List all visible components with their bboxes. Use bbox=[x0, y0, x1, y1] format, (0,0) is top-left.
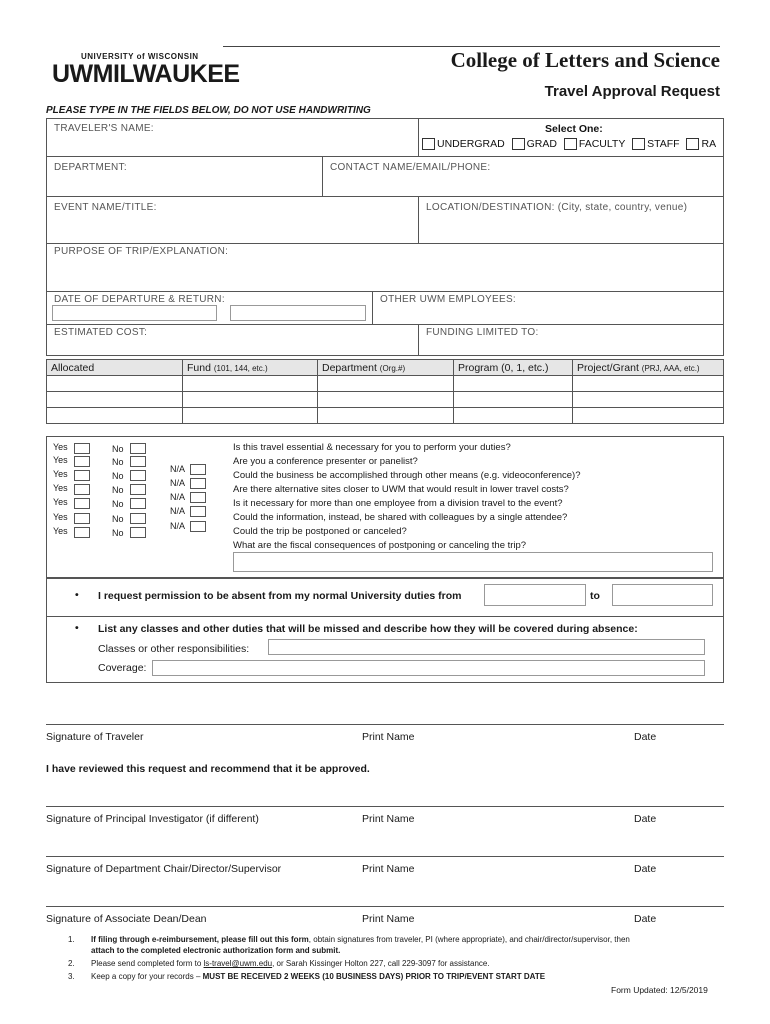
ra-label: RA bbox=[701, 138, 717, 150]
col-fund: Fund (101, 144, etc.) bbox=[183, 360, 318, 376]
table-row bbox=[47, 392, 724, 408]
col-project: Project/Grant (PRJ, AAA, etc.) bbox=[573, 360, 724, 376]
absence-from-input[interactable] bbox=[484, 584, 586, 606]
divider bbox=[418, 196, 419, 243]
no-checkbox[interactable] bbox=[130, 456, 146, 467]
question-text: Is it necessary for more than one employee from a division travel to the event? bbox=[233, 498, 563, 509]
yes-label: Yes bbox=[53, 455, 68, 465]
signature-line-chair[interactable] bbox=[46, 856, 724, 857]
na-checkbox[interactable] bbox=[190, 492, 206, 503]
coverage-label: Coverage: bbox=[98, 662, 147, 674]
question-text: Are you a conference presenter or panelist? bbox=[233, 456, 418, 467]
yes-label: Yes bbox=[53, 497, 68, 507]
grad-checkbox[interactable] bbox=[512, 138, 525, 150]
na-checkbox[interactable] bbox=[190, 506, 206, 517]
divider bbox=[418, 324, 419, 356]
note-2-number: 2. bbox=[68, 959, 75, 968]
no-checkbox[interactable] bbox=[130, 513, 146, 524]
na-label: N/A bbox=[170, 506, 186, 516]
no-checkbox[interactable] bbox=[130, 470, 146, 481]
bullet-icon: • bbox=[75, 589, 79, 601]
question-text: Are there alternative sites closer to UWM that would result in lower travel costs? bbox=[233, 484, 569, 495]
instruction-text: PLEASE TYPE IN THE FIELDS BELOW, DO NOT USE HANDWRITING bbox=[46, 105, 371, 116]
question-text: Could the business be accomplished through other means (e.g. videoconference)? bbox=[233, 470, 581, 481]
header-rule bbox=[223, 46, 720, 47]
faculty-checkbox[interactable] bbox=[564, 138, 577, 150]
purpose-label: PURPOSE OF TRIP/EXPLANATION: bbox=[54, 246, 229, 257]
no-checkbox[interactable] bbox=[130, 484, 146, 495]
divider bbox=[46, 291, 724, 292]
department-label: DEPARTMENT: bbox=[54, 162, 127, 173]
no-label: No bbox=[112, 471, 124, 481]
no-checkbox[interactable] bbox=[130, 443, 146, 454]
col-allocated: Allocated bbox=[47, 360, 183, 376]
question-text: Could the information, instead, be shared with colleagues by a single attendee? bbox=[233, 512, 568, 523]
col-department: Department (Org.#) bbox=[318, 360, 454, 376]
traveler-type-options bbox=[418, 138, 716, 150]
print-name-label: Print Name bbox=[362, 913, 415, 925]
no-label: No bbox=[112, 514, 124, 524]
bullet-icon: • bbox=[75, 622, 79, 634]
table-row bbox=[47, 376, 724, 392]
yes-checkbox[interactable] bbox=[74, 443, 90, 454]
traveler-signature-label: Signature of Traveler bbox=[46, 731, 144, 743]
note-3-text bbox=[91, 972, 545, 981]
funding-limited-label: FUNDING LIMITED TO: bbox=[426, 327, 539, 338]
yes-checkbox[interactable] bbox=[74, 527, 90, 538]
dean-signature-label: Signature of Associate Dean/Dean bbox=[46, 913, 207, 925]
note-1-text bbox=[91, 935, 721, 944]
note-1-line2: attach to the completed electronic authorization form and submit. bbox=[91, 946, 341, 955]
fiscal-consequences-input[interactable] bbox=[233, 552, 713, 572]
date-label: Date bbox=[634, 913, 657, 925]
funding-table bbox=[46, 359, 724, 424]
yes-checkbox[interactable] bbox=[74, 456, 90, 467]
signature-line-traveler[interactable] bbox=[46, 724, 724, 725]
undergrad-checkbox[interactable] bbox=[422, 138, 435, 150]
note-1-bold: If filing through e-reimbursement, please fill out this form bbox=[91, 935, 309, 944]
divider bbox=[322, 156, 323, 196]
print-name-label: Print Name bbox=[362, 863, 415, 875]
table-row bbox=[47, 408, 724, 424]
note-1-rest: , obtain signatures from traveler, PI (where appropriate), and chair/director/supervisor, then bbox=[308, 935, 630, 944]
form-updated-label: Form Updated: 12/5/2019 bbox=[611, 985, 708, 995]
na-label: N/A bbox=[170, 464, 186, 474]
dates-label: DATE OF DEPARTURE & RETURN: bbox=[54, 294, 225, 305]
ra-checkbox[interactable] bbox=[686, 138, 699, 150]
location-label: LOCATION/DESTINATION: (City, state, country, venue) bbox=[426, 202, 688, 213]
yes-label: Yes bbox=[53, 512, 68, 522]
traveler-name-label: TRAVELER'S NAME: bbox=[54, 123, 154, 134]
print-name-label: Print Name bbox=[362, 731, 415, 743]
departure-date-input[interactable] bbox=[52, 305, 217, 321]
divider bbox=[418, 118, 419, 156]
print-name-label: Print Name bbox=[362, 813, 415, 825]
note-3-number: 3. bbox=[68, 972, 75, 981]
date-label: Date bbox=[634, 731, 657, 743]
yes-checkbox[interactable] bbox=[74, 513, 90, 524]
date-label: Date bbox=[634, 813, 657, 825]
traveler-name-field[interactable] bbox=[46, 118, 418, 156]
no-label: No bbox=[112, 528, 124, 538]
return-date-input[interactable] bbox=[230, 305, 366, 321]
question-text: Could the trip be postponed or canceled? bbox=[233, 526, 407, 537]
na-label: N/A bbox=[170, 492, 186, 502]
na-checkbox[interactable] bbox=[190, 478, 206, 489]
staff-checkbox[interactable] bbox=[632, 138, 645, 150]
yes-checkbox[interactable] bbox=[74, 484, 90, 495]
yes-label: Yes bbox=[53, 442, 68, 452]
absence-list-text: List any classes and other duties that will be missed and describe how they will be covered during absence: bbox=[98, 623, 638, 635]
classes-input[interactable] bbox=[268, 639, 705, 655]
uwm-logo: UWMILWAUKEE bbox=[52, 60, 240, 88]
faculty-label: FACULTY bbox=[578, 138, 626, 150]
no-label: No bbox=[112, 485, 124, 495]
divider bbox=[46, 616, 724, 617]
no-label: No bbox=[112, 499, 124, 509]
divider bbox=[46, 324, 724, 325]
event-label: EVENT NAME/TITLE: bbox=[54, 202, 157, 213]
other-employees-label: OTHER UWM EMPLOYEES: bbox=[380, 294, 517, 305]
note-2-text bbox=[91, 959, 490, 968]
yes-label: Yes bbox=[53, 483, 68, 493]
coverage-input[interactable] bbox=[152, 660, 705, 676]
col-program: Program (0, 1, etc.) bbox=[454, 360, 573, 376]
question-text: What are the fiscal consequences of postponing or canceling the trip? bbox=[233, 540, 527, 551]
divider bbox=[372, 291, 373, 324]
na-checkbox[interactable] bbox=[190, 464, 206, 475]
form-title: Travel Approval Request bbox=[544, 83, 720, 100]
grad-label: GRAD bbox=[526, 138, 557, 150]
undergrad-label: UNDERGRAD bbox=[437, 138, 505, 150]
reviewed-statement: I have reviewed this request and recommend that it be approved. bbox=[46, 763, 370, 775]
yes-label: Yes bbox=[53, 526, 68, 536]
signature-line-dean[interactable] bbox=[46, 906, 724, 907]
no-checkbox[interactable] bbox=[130, 527, 146, 538]
yes-checkbox[interactable] bbox=[74, 498, 90, 509]
note-3-prefix: Keep a copy for your records – bbox=[91, 972, 203, 981]
classes-label: Classes or other responsibilities: bbox=[98, 643, 250, 655]
note-2-prefix: Please send completed form to bbox=[91, 959, 204, 968]
staff-label: STAFF bbox=[647, 138, 680, 150]
no-label: No bbox=[112, 457, 124, 467]
date-label: Date bbox=[634, 863, 657, 875]
note-1-number: 1. bbox=[68, 935, 75, 944]
note-2-suffix: , or Sarah Kissinger Holton 227, call 229-3097 for assistance. bbox=[272, 959, 490, 968]
na-checkbox[interactable] bbox=[190, 521, 206, 532]
divider bbox=[46, 156, 724, 157]
na-label: N/A bbox=[170, 521, 186, 531]
contact-label: CONTACT NAME/EMAIL/PHONE: bbox=[330, 162, 491, 173]
signature-line-pi[interactable] bbox=[46, 806, 724, 807]
chair-signature-label: Signature of Department Chair/Director/Supervisor bbox=[46, 863, 282, 875]
yes-label: Yes bbox=[53, 469, 68, 479]
no-label: No bbox=[112, 444, 124, 454]
yes-checkbox[interactable] bbox=[74, 470, 90, 481]
email-link[interactable]: ls-travel@uwm.edu bbox=[203, 959, 273, 968]
divider bbox=[46, 243, 724, 244]
no-checkbox[interactable] bbox=[130, 498, 146, 509]
na-label: N/A bbox=[170, 478, 186, 488]
note-3-bold: MUST BE RECEIVED 2 WEEKS (10 BUSINESS DAYS) PRIOR TO TRIP/EVENT START DATE bbox=[202, 972, 546, 981]
pi-signature-label: Signature of Principal Investigator (if different) bbox=[46, 813, 259, 825]
divider bbox=[46, 196, 724, 197]
question-text: Is this travel essential & necessary for you to perform your duties? bbox=[233, 442, 511, 453]
select-one-label: Select One: bbox=[545, 123, 603, 135]
absence-to-input[interactable] bbox=[612, 584, 713, 606]
estimated-cost-label: ESTIMATED COST: bbox=[54, 327, 148, 338]
college-title: College of Letters and Science bbox=[450, 48, 720, 72]
university-label: UNIVERSITY of WISCONSIN bbox=[81, 52, 199, 61]
absence-to-label: to bbox=[590, 590, 600, 602]
absence-request-text: I request permission to be absent from my normal University duties from bbox=[98, 590, 462, 602]
